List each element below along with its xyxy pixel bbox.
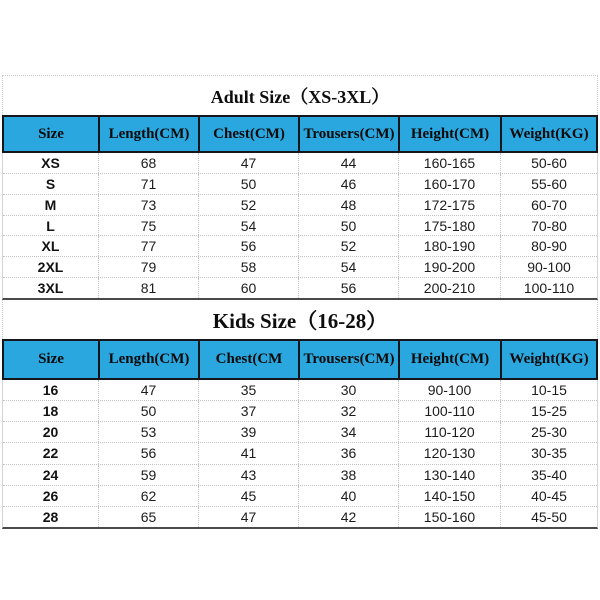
- table-cell: 79: [99, 257, 199, 277]
- table-cell: 42: [299, 507, 399, 527]
- table-row: [3, 278, 597, 298]
- column-header-trousers: Trousers(CM): [300, 117, 400, 151]
- table-cell: 60: [199, 278, 299, 298]
- size-label: XS: [3, 153, 99, 173]
- table-cell: 45: [199, 486, 299, 506]
- table-cell: 50: [99, 401, 199, 421]
- column-header-trousers: Trousers(CM): [300, 341, 400, 378]
- size-label: M: [3, 195, 99, 215]
- column-header-chest: Chest(CM: [200, 341, 300, 378]
- table-cell: 48: [299, 195, 399, 215]
- table-cell: 150-160: [399, 507, 501, 527]
- table-cell: 53: [99, 422, 199, 442]
- table-cell: 77: [99, 236, 199, 256]
- table-row: [3, 195, 597, 216]
- table-cell: 46: [299, 174, 399, 194]
- table-cell: 44: [299, 153, 399, 173]
- table-row: [3, 486, 597, 507]
- table-cell: 47: [99, 380, 199, 400]
- table-row: [3, 257, 597, 278]
- table-cell: 35-40: [531, 466, 567, 483]
- table-cell: 56: [299, 278, 399, 298]
- table-cell: 68: [99, 153, 199, 173]
- table-cell: 56: [199, 236, 299, 256]
- table-cell: 73: [99, 195, 199, 215]
- table-cell: 34: [299, 422, 399, 442]
- table-cell: 36: [299, 443, 399, 463]
- table-cell: 50: [199, 174, 299, 194]
- table-cell: 110-120: [399, 422, 501, 442]
- table-cell: 50-60: [531, 154, 567, 171]
- table-cell: 55-60: [531, 175, 567, 192]
- table-row: [3, 465, 597, 486]
- table-cell: 75: [99, 216, 199, 236]
- table-cell: 25-30: [531, 424, 567, 441]
- table-cell: 200-210: [399, 278, 501, 298]
- table-cell: 70-80: [531, 217, 567, 234]
- table-cell: 38: [299, 465, 399, 485]
- column-header-size: Size: [4, 341, 100, 378]
- table-cell: 130-140: [399, 465, 501, 485]
- table-row: [3, 443, 597, 464]
- size-label: 20: [3, 422, 99, 442]
- table-cell: 45-50: [531, 508, 567, 525]
- column-header-chest: Chest(CM): [200, 117, 300, 151]
- table-cell: 140-150: [399, 486, 501, 506]
- size-label: 24: [3, 465, 99, 485]
- kids-size-title: Kids Size（16-28）: [2, 300, 598, 339]
- column-header-size: Size: [4, 117, 100, 151]
- table-row: [3, 216, 597, 237]
- column-header-weight: Weight(KG): [509, 351, 589, 367]
- table-cell: 90-100: [527, 259, 571, 276]
- table-cell: 60-70: [531, 196, 567, 213]
- size-label: S: [3, 174, 99, 194]
- table-cell: 35: [199, 380, 299, 400]
- size-label: 22: [3, 443, 99, 463]
- table-cell: 30-35: [531, 445, 567, 462]
- table-cell: 71: [99, 174, 199, 194]
- table-row: [3, 507, 597, 527]
- table-cell: 52: [199, 195, 299, 215]
- size-label: 3XL: [3, 278, 99, 298]
- column-header-height: Height(CM): [400, 341, 502, 378]
- size-label: 26: [3, 486, 99, 506]
- table-cell: 54: [199, 216, 299, 236]
- size-label: 2XL: [3, 257, 99, 277]
- table-row: [3, 422, 597, 443]
- size-label: L: [3, 216, 99, 236]
- table-cell: 43: [199, 465, 299, 485]
- adult-table-header: [2, 115, 598, 153]
- table-cell: 160-165: [399, 153, 501, 173]
- size-label: 18: [3, 401, 99, 421]
- table-cell: 81: [99, 278, 199, 298]
- table-cell: 15-25: [531, 403, 567, 420]
- kids-table-header: [2, 339, 598, 380]
- column-header-weight: Weight(KG): [509, 125, 589, 142]
- table-cell: 160-170: [399, 174, 501, 194]
- size-label: 16: [3, 380, 99, 400]
- table-cell: 190-200: [399, 257, 501, 277]
- table-cell: 58: [199, 257, 299, 277]
- table-cell: 80-90: [531, 238, 567, 255]
- table-cell: 56: [99, 443, 199, 463]
- table-cell: 120-130: [399, 443, 501, 463]
- adult-size-title: Adult Size（XS-3XL）: [2, 75, 598, 115]
- kids-size-table: [2, 380, 598, 529]
- table-cell: 100-110: [523, 280, 575, 297]
- table-cell: 180-190: [399, 236, 501, 256]
- table-cell: 47: [199, 507, 299, 527]
- table-cell: 39: [199, 422, 299, 442]
- table-row: [3, 174, 597, 195]
- table-cell: 50: [299, 216, 399, 236]
- column-header-length: Length(CM): [100, 341, 200, 378]
- table-cell: 37: [199, 401, 299, 421]
- column-header-height: Height(CM): [400, 117, 502, 151]
- table-cell: 40-45: [531, 487, 567, 504]
- table-cell: 59: [99, 465, 199, 485]
- table-row: [3, 153, 597, 174]
- table-cell: 41: [199, 443, 299, 463]
- table-cell: 65: [99, 507, 199, 527]
- adult-size-table: [2, 153, 598, 300]
- table-row: [3, 401, 597, 422]
- table-cell: 100-110: [399, 401, 501, 421]
- table-cell: 30: [299, 380, 399, 400]
- size-label: 28: [3, 507, 99, 527]
- table-cell: 10-15: [531, 382, 567, 399]
- table-cell: 90-100: [399, 380, 501, 400]
- table-cell: 62: [99, 486, 199, 506]
- table-row: [3, 380, 597, 401]
- table-cell: 54: [299, 257, 399, 277]
- table-cell: 172-175: [399, 195, 501, 215]
- table-row: [3, 236, 597, 257]
- table-cell: 40: [299, 486, 399, 506]
- column-header-length: Length(CM): [100, 117, 200, 151]
- table-cell: 175-180: [399, 216, 501, 236]
- size-label: XL: [3, 236, 99, 256]
- table-cell: 52: [299, 236, 399, 256]
- table-cell: 47: [199, 153, 299, 173]
- table-cell: 32: [299, 401, 399, 421]
